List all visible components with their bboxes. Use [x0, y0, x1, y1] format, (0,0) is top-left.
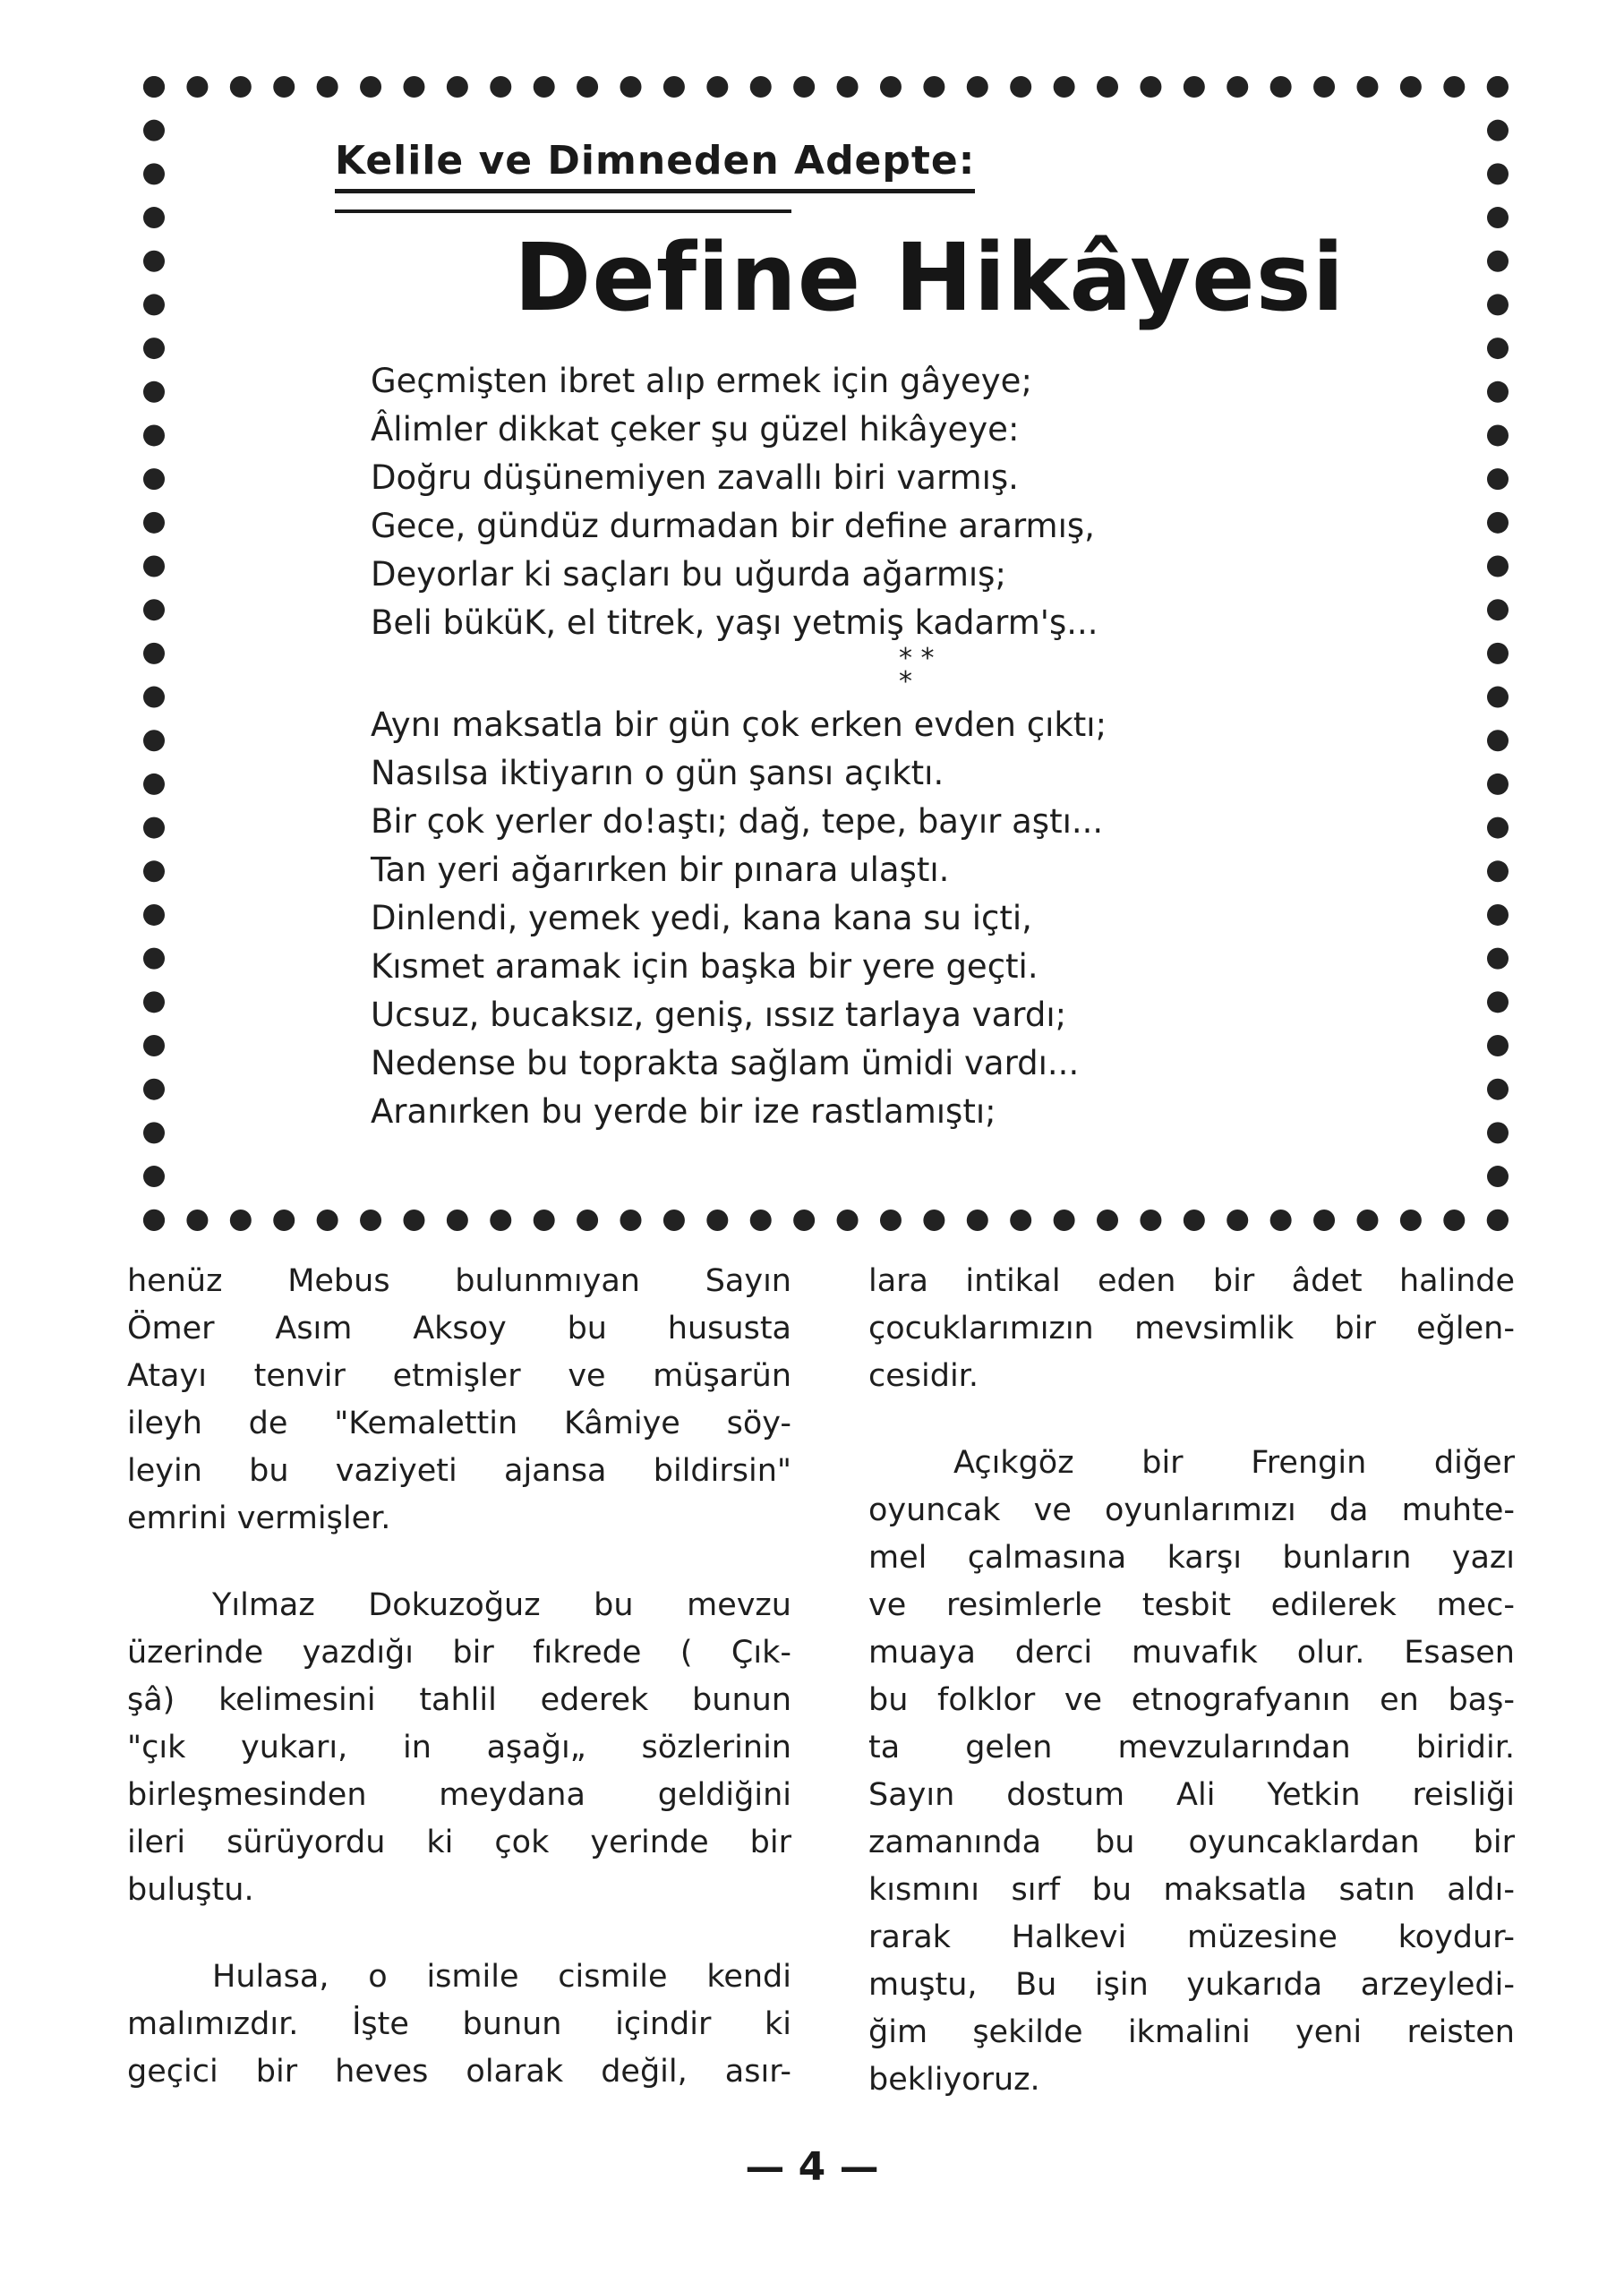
poem-line: Beli büküK, el titrek, yaşı yetmiş kadarm'ş... [371, 603, 1098, 642]
text-line: leyin bu vaziyeti ajansa bildirsin" [127, 1453, 791, 1489]
frame-content [165, 98, 1487, 1210]
text-line: Hulasa, o ismile cismile kendi [212, 1959, 791, 1995]
text-line: çocuklarımızın mevsimlik bir eğlen- [868, 1311, 1515, 1346]
poem-line: Geçmişten ibret alıp ermek için gâyeye; [371, 362, 1032, 400]
text-line: üzerinde yazdığı bir fıkrede ( Çık- [127, 1635, 791, 1671]
subtitle-underline [335, 209, 791, 213]
paragraph [868, 1440, 1515, 2104]
text-line: Yılmaz Dokuzoğuz bu mevzu [212, 1587, 791, 1623]
text-line: buluştu. [127, 1872, 254, 1908]
poem-line: Tan yeri ağarırken bir pınara ulaştı. [371, 851, 950, 889]
text-line: şâ) kelimesini tahlil ederek bunun [127, 1682, 791, 1718]
text-line: ileyh de "Kemalettin Kâmiye söy- [127, 1406, 791, 1441]
text-line: birleşmesinden meydana geldiğini [127, 1777, 791, 1813]
decorative-border-frame [143, 76, 1509, 1231]
poem [371, 357, 1445, 1136]
text-line: ileri sürüyordu ki çok yerinde bir [127, 1825, 791, 1860]
poem-line: Aynı maksatla bir gün çok erken evden çıktı; [371, 705, 1107, 744]
poem-line: Aranırken bu yerde bir ize rastlamıştı; [371, 1092, 996, 1131]
text-line: geçici bir heves olarak değil, asır- [127, 2054, 791, 2090]
poem-line: Âlimler dikkat çeker şu güzel hikâyeye: [371, 410, 1020, 449]
text-line: Açıkgöz bir Frengin diğer [953, 1445, 1515, 1481]
text-line: Ömer Asım Aksoy bu hususta [127, 1311, 791, 1346]
text-line: Sayın dostum Ali Yetkin reisliği [868, 1777, 1515, 1813]
poem-line: Ucsuz, bucaksız, geniş, ıssız tarlaya vardı; [371, 996, 1067, 1034]
paragraph [868, 1258, 1515, 1400]
right-column [868, 1258, 1515, 2143]
page-number: — 4 — [745, 2144, 879, 2190]
text-line: bekliyoruz. [868, 2062, 1040, 2098]
poem-line: Dinlendi, yemek yedi, kana kana su içti, [371, 899, 1032, 937]
text-line: ğim şekilde ikmalini yeni reisten [868, 2014, 1515, 2050]
text-line: "çık yukarı, in aşağı„ sözlerinin [127, 1730, 791, 1765]
text-line: Atayı tenvir etmişler ve müşarün [127, 1358, 791, 1394]
text-line: cesidir. [868, 1358, 979, 1394]
poem-line: Deyorlar ki saçları bu uğurda ağarmış; [371, 555, 1006, 594]
poem-line: Kısmet aramak için başka bir yere geçti. [371, 947, 1039, 986]
text-line: muaya derci muvafık olur. Esasen [868, 1635, 1515, 1671]
left-column [127, 1258, 791, 2135]
text-line: rarak Halkevi müzesine koydur- [868, 1919, 1515, 1955]
paragraph [127, 1258, 791, 1543]
text-line: bu folklor ve etnografyanın en baş- [868, 1682, 1515, 1718]
text-line: ta gelen mevzularından biridir. [868, 1730, 1515, 1765]
poem-line: Nedense bu toprakta sağlam ümidi vardı... [371, 1044, 1080, 1082]
text-line: emrini vermişler. [127, 1500, 391, 1536]
text-line: kısmını sırf bu maksatla satın aldı- [868, 1872, 1515, 1908]
text-line: zamanında bu oyuncaklardan bir [868, 1825, 1515, 1860]
article-title: Define Hikâyesi [514, 223, 1346, 332]
text-line: muştu, Bu işin yukarıda arzeyledi- [868, 1967, 1515, 2003]
text-line: lara intikal eden bir âdet halinde [868, 1263, 1515, 1299]
text-line: mel çalmasına karşı bunların yazı [868, 1540, 1515, 1576]
stanza-separator: * * * [899, 643, 935, 697]
poem-line: Doğru düşünemiyen zavallı biri varmış. [371, 458, 1019, 497]
paragraph [127, 1953, 791, 2096]
text-line: ve resimlerle tesbit edilerek mec- [868, 1587, 1515, 1623]
text-line: henüz Mebus bulunmıyan Sayın [127, 1263, 791, 1299]
article-subtitle: Kelile ve Dimneden Adepte: [335, 138, 975, 193]
paragraph [127, 1582, 791, 1914]
text-line: malımızdır. İşte bunun içindir ki [127, 2006, 791, 2042]
poem-line: Nasılsa iktiyarın o gün şansı açıktı. [371, 754, 944, 792]
text-line: oyuncak ve oyunlarımızı da muhte- [868, 1492, 1515, 1528]
poem-line: Bir çok yerler do!aştı; dağ, tepe, bayır aştı... [371, 802, 1104, 841]
poem-line: Gece, gündüz durmadan bir define ararmış, [371, 507, 1095, 545]
